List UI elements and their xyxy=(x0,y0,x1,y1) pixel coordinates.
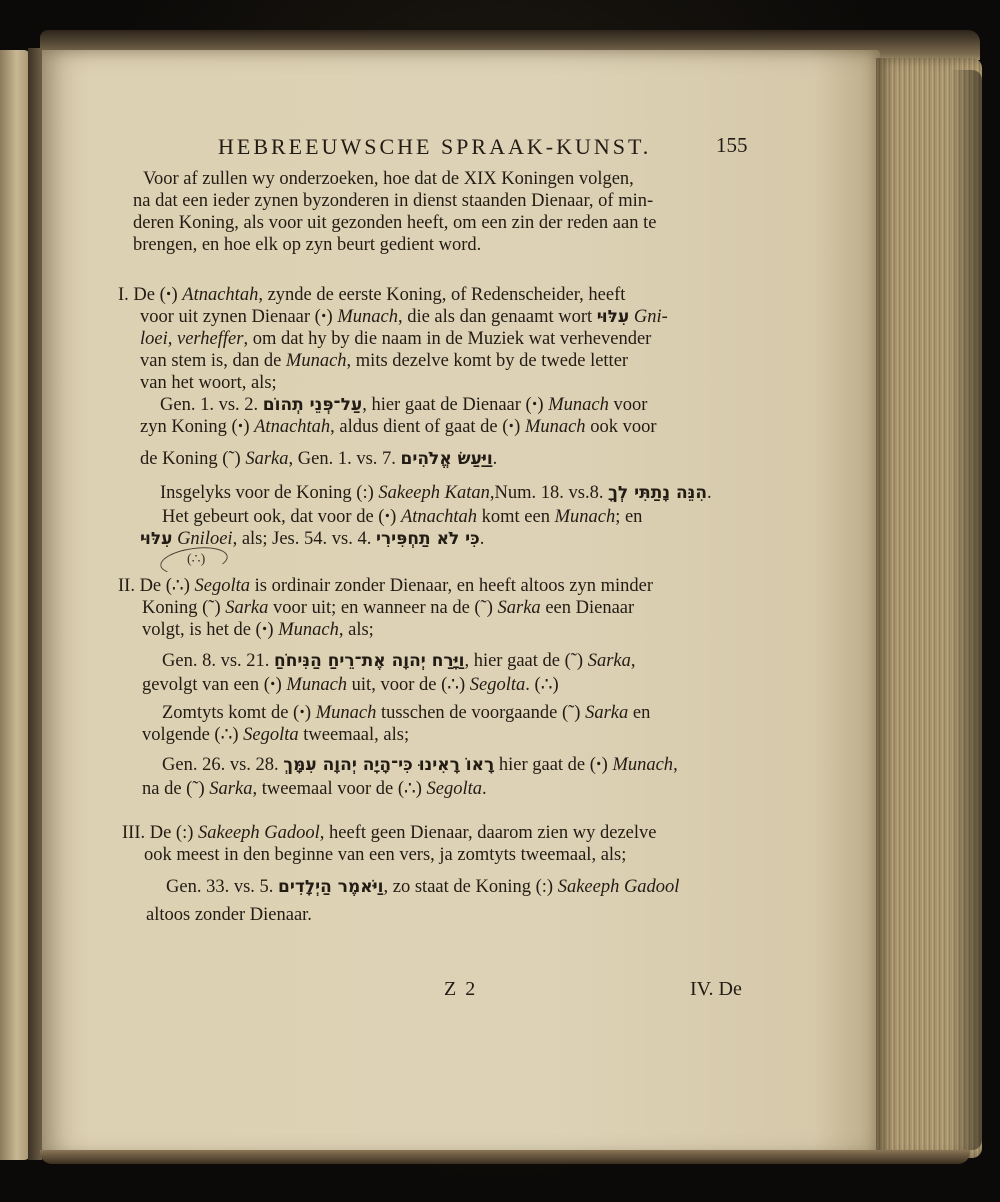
term: Munach xyxy=(524,417,586,437)
term: Munach xyxy=(315,703,377,723)
text-run: ook voor xyxy=(585,417,657,437)
intro-line-3: deren Koning, als voor uit gezonden heeft, om een zin der reden aan te xyxy=(133,213,657,233)
term: Sarka xyxy=(245,449,289,469)
text-run: , heeft geen Dienaar, daarom zien wy dezelve xyxy=(319,823,657,843)
text-run: , als; xyxy=(338,620,374,640)
term: Munach xyxy=(337,307,398,327)
section-2-line xyxy=(142,724,409,746)
text-run: II. De (∴) xyxy=(118,576,195,596)
text-run: tusschen de voorgaande (˜) xyxy=(376,703,586,723)
section-2-line xyxy=(118,575,653,597)
term: Sakeeph Katan xyxy=(378,483,490,503)
text-run: volgt, is het de (ꞏ) xyxy=(142,620,279,640)
term: Sarka xyxy=(225,598,269,618)
hebrew-text: הִנֵּה נָתַתִּי לְךָ xyxy=(608,483,708,503)
section-2-line xyxy=(142,597,634,619)
section-1-line xyxy=(140,306,668,328)
section-2-line xyxy=(142,619,374,641)
text-run: is ordinair zonder Dienaar, en heeft altoos zyn minder xyxy=(249,576,654,596)
term: Atnachtah xyxy=(400,507,477,527)
intro-line-2: na dat een ieder zynen byzonderen in dienst staanden Dienaar, of min- xyxy=(133,191,654,211)
term: Sarka xyxy=(497,598,541,618)
text-run: . xyxy=(482,779,487,799)
section-3-line: altoos zonder Dienaar. xyxy=(146,905,312,925)
term: Gni- xyxy=(629,307,668,327)
term: Segolta xyxy=(243,725,299,745)
term: Segolta xyxy=(426,779,483,799)
section-1-line xyxy=(140,416,656,438)
section-2-line xyxy=(162,650,636,672)
text-run: , om dat hy by die naam in de Muziek wat verhevender xyxy=(243,329,652,349)
section-1-line xyxy=(118,284,625,306)
text-run: Gen. 26. vs. 28. xyxy=(162,755,284,775)
text-run: Gen. 8. vs. 21. xyxy=(162,651,275,671)
text-run: III. De (:) xyxy=(122,823,199,843)
text-run: , hier gaat de Dienaar (ꞏ) xyxy=(362,395,549,415)
section-1-line xyxy=(140,448,497,470)
text-run: Gen. 1. vs. 2. xyxy=(160,395,263,415)
text-run: , mits dezelve komt by de twede letter xyxy=(346,351,629,371)
term: Munach xyxy=(554,507,616,527)
hebrew-text: וַיָּרַח יְהוָה אֶת־רֵיחַ הַנִּיחֹחַ xyxy=(274,651,465,671)
pencil-note: (∴) xyxy=(187,552,206,567)
text-run: , zynde de eerste Koning, of Redenscheider, heeft xyxy=(258,285,626,305)
term: Segolta xyxy=(194,576,250,596)
text-run: gevolgt van een (ꞏ) xyxy=(142,675,287,695)
bottom-page-edge xyxy=(40,1150,970,1164)
text-run: een Dienaar xyxy=(540,598,635,618)
term: Sarka xyxy=(587,651,631,671)
term: Atnachtah xyxy=(254,417,331,437)
term: Sarka xyxy=(585,703,629,723)
text-run: voor uit zynen Dienaar (ꞏ) xyxy=(140,307,338,327)
hebrew-text: וַיַּעַשׂ אֱלֹהִים xyxy=(400,449,493,469)
term: Gniloei xyxy=(177,529,233,549)
hebrew-text: כִּי לֹא תַחְפִּירִי xyxy=(375,529,480,549)
left-page-edge xyxy=(0,50,30,1160)
section-1-line xyxy=(160,394,647,416)
text-run: , tweemaal voor de (∴) xyxy=(252,779,427,799)
hebrew-text: רָאוֹ רָאִינוּ כִּי־הָיָה יְהוָה עִמָּךְ xyxy=(283,755,495,775)
text-run: Insgelyks voor de Koning (:) xyxy=(160,483,379,503)
section-2-line xyxy=(142,778,487,800)
text-run: voor xyxy=(608,395,648,415)
section-1-line xyxy=(162,506,642,528)
page-gutter xyxy=(28,48,42,1160)
term: Munach xyxy=(548,395,609,415)
section-1-line xyxy=(160,482,712,504)
text-run: , xyxy=(630,651,636,671)
text-run: ; en xyxy=(615,507,643,527)
term: Munach xyxy=(286,675,348,695)
term: loei, verheffer xyxy=(140,329,244,349)
signature-mark: Z 2 xyxy=(444,978,478,1000)
text-run: , zo staat de Koning (:) xyxy=(383,877,558,897)
page-number: 155 xyxy=(716,133,748,157)
text-run: , als; Jes. 54. vs. 4. xyxy=(232,529,376,549)
text-run: . xyxy=(479,529,485,549)
text-run: , aldus dient of gaat de (ꞏ) xyxy=(330,417,525,437)
text-run: uit, voor de (∴) xyxy=(347,675,470,695)
text-run: komt een xyxy=(477,507,555,527)
text-run: hier gaat de (ꞏ) xyxy=(494,755,613,775)
text-run: Het gebeurt ook, dat voor de (ꞏ) xyxy=(162,507,401,527)
term: Munach xyxy=(278,620,339,640)
intro-line-1: Voor af zullen wy onderzoeken, hoe dat de XIX Koningen volgen, xyxy=(143,169,634,189)
section-3-line: ook meest in den beginne van een vers, ja zomtyts tweemaal, als; xyxy=(144,845,627,865)
text-run: zyn Koning (ꞏ) xyxy=(140,417,255,437)
section-1-line xyxy=(140,328,651,350)
text-run: Zomtyts komt de (ꞏ) xyxy=(162,703,316,723)
hebrew-text: עִלּוּי xyxy=(140,529,173,549)
hebrew-text: עַל־פְּנֵי תְהוֹם xyxy=(262,395,363,415)
text-run: en xyxy=(628,703,651,723)
section-3-line xyxy=(166,876,679,898)
intro-line-4: brengen, en hoe elk op zyn beurt gedient word. xyxy=(133,235,482,255)
catchword: IV. De xyxy=(690,978,742,1000)
section-1-line xyxy=(140,528,484,550)
fore-edge-shadow xyxy=(950,70,982,1150)
text-run: , hier gaat de (˜) xyxy=(464,651,588,671)
text-run: van stem is, dan de xyxy=(140,351,286,371)
text-run: Koning (˜) xyxy=(142,598,226,618)
text-run: . xyxy=(492,449,498,469)
section-1-line xyxy=(140,350,628,372)
text-run: , Gen. 1. vs. 7. xyxy=(288,449,401,469)
section-2-line xyxy=(162,702,650,724)
hebrew-text: עִלּוּי xyxy=(596,307,630,327)
text-run: . (∴) xyxy=(525,675,559,695)
term: Munach xyxy=(285,351,347,371)
section-2-line xyxy=(162,754,678,776)
text-run: , die als dan genaamt wort xyxy=(397,307,597,327)
text-run: , xyxy=(673,755,678,775)
text-run: na de (˜) xyxy=(142,779,210,799)
running-head: HEBREEUWSCHE SPRAAK-KUNST. xyxy=(218,134,652,159)
hebrew-text: וַיֹּאמֶר הַיְלָדִים xyxy=(278,877,384,897)
text-run: Gen. 33. vs. 5. xyxy=(166,877,279,897)
text-run: ,Num. 18. vs.8. xyxy=(489,483,609,503)
term: Sarka xyxy=(209,779,253,799)
text-run: . xyxy=(707,483,712,503)
text-run: voor uit; en wanneer na de (˜) xyxy=(268,598,498,618)
term: Segolta xyxy=(469,675,526,695)
term: Atnachtah xyxy=(182,285,259,305)
section-2-line xyxy=(142,674,559,696)
term: Sakeeph Gadool xyxy=(198,823,320,843)
term: Munach xyxy=(612,755,674,775)
text-run: volgende (∴) xyxy=(142,725,244,745)
section-1-line: van het woort, als; xyxy=(140,373,277,393)
term: Sakeeph Gadool xyxy=(557,877,680,897)
text-run: I. De (ꞏ) xyxy=(118,285,183,305)
section-3-line xyxy=(122,822,657,844)
text-run: tweemaal, als; xyxy=(298,725,410,745)
text-run: de Koning (˜) xyxy=(140,449,246,469)
